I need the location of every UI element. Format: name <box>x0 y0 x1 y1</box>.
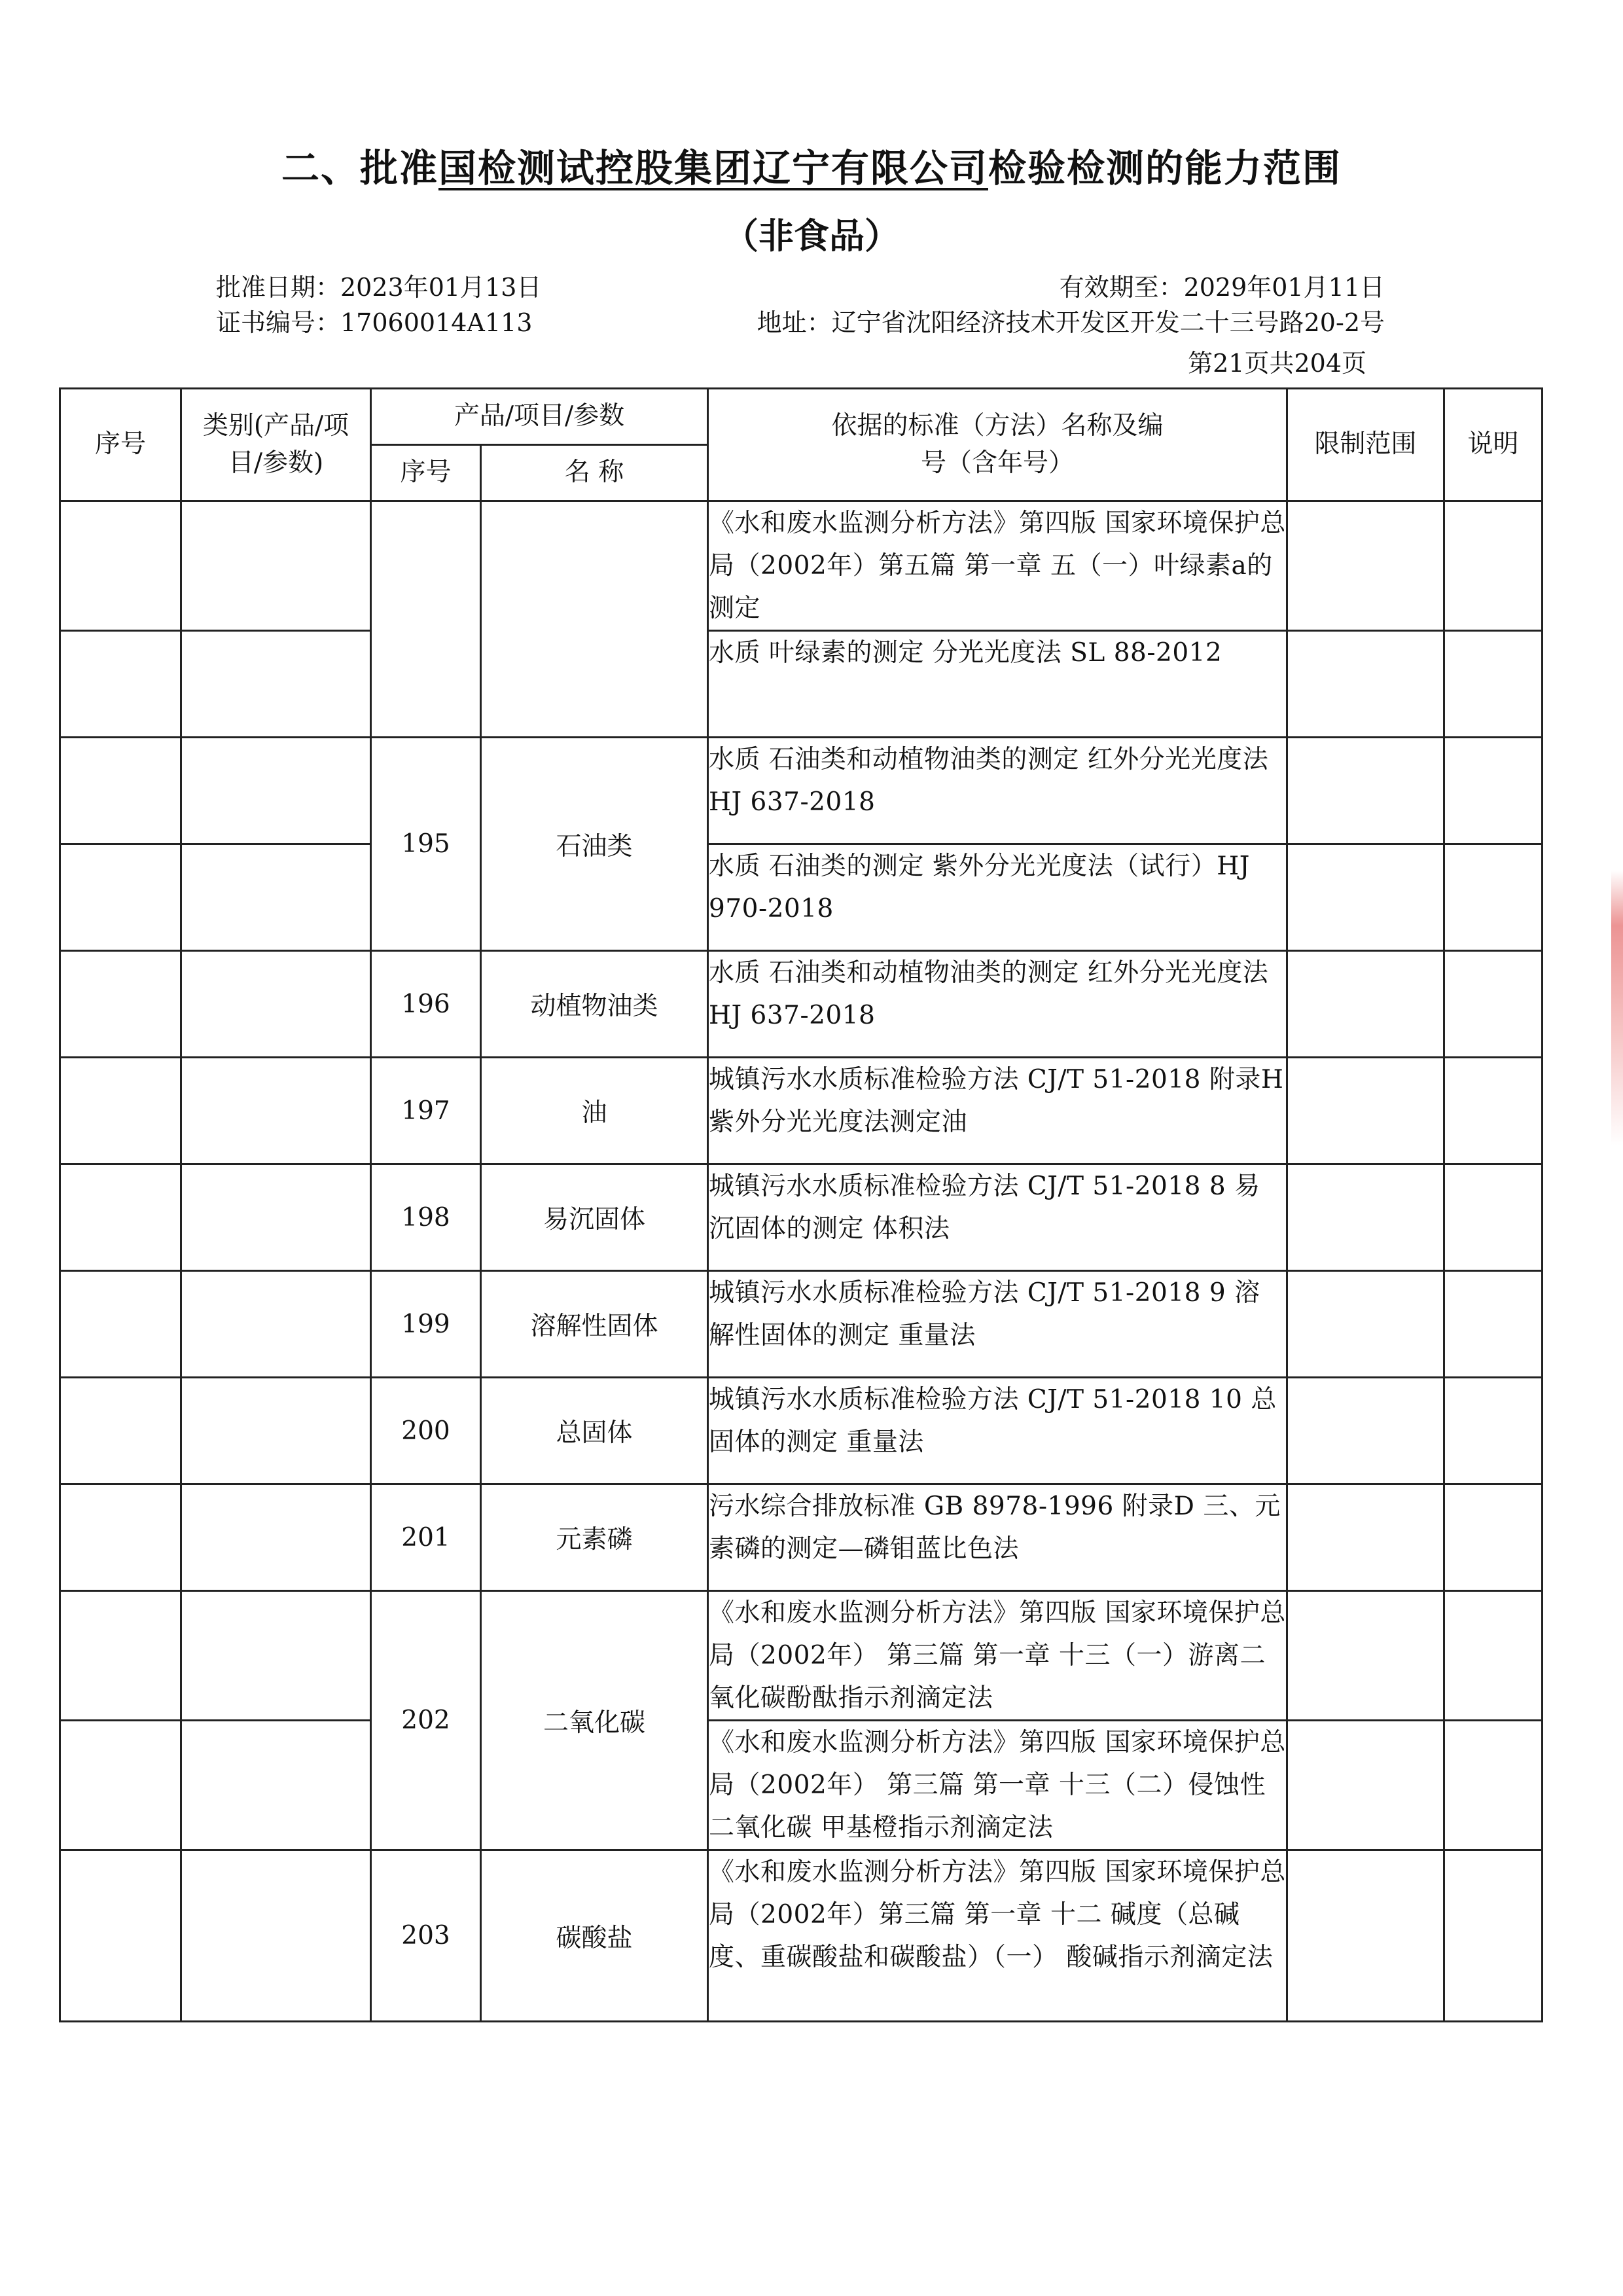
seq-cell <box>60 1850 181 2022</box>
item-name: 二氧化碳 <box>481 1591 708 1850</box>
limit-cell <box>1287 1164 1444 1271</box>
standard-cell: 城镇污水水质标准检验方法 CJ/T 51-2018 10 总固体的测定 重量法 <box>708 1378 1287 1484</box>
standard-cell: 《水和废水监测分析方法》第四版 国家环境保护总局（2002年）第三篇 第一章 十二 碱度（总碱度、重碳酸盐和碳酸盐）（一） 酸碱指示剂滴定法 <box>708 1850 1287 2022</box>
red-seal-mark <box>1611 870 1623 1145</box>
header-note: 说明 <box>1444 389 1543 501</box>
item-name: 动植物油类 <box>481 951 708 1058</box>
seq-cell <box>60 1591 181 1721</box>
category-cell <box>181 1058 371 1164</box>
header-item-seq: 序号 <box>371 445 481 501</box>
standard-cell: 城镇污水水质标准检验方法 CJ/T 51-2018 9 溶解性固体的测定 重量法 <box>708 1271 1287 1378</box>
category-cell <box>181 1591 371 1721</box>
table-row <box>60 1591 1543 1721</box>
seq-cell <box>60 1164 181 1271</box>
item-number: 195 <box>371 738 481 951</box>
category-cell <box>181 1721 371 1850</box>
standard-cell: 城镇污水水质标准检验方法 CJ/T 51-2018 8 易沉固体的测定 体积法 <box>708 1164 1287 1271</box>
limit-cell <box>1287 1850 1444 2022</box>
limit-cell <box>1287 738 1444 844</box>
item-name: 易沉固体 <box>481 1164 708 1271</box>
header-limit: 限制范围 <box>1287 389 1444 501</box>
table-row <box>60 1058 1543 1164</box>
item-number: 201 <box>371 1484 481 1591</box>
limit-cell <box>1287 1058 1444 1164</box>
seq-cell <box>60 951 181 1058</box>
header-seq: 序号 <box>60 389 181 501</box>
standard-cell: 《水和废水监测分析方法》第四版 国家环境保护总局（2002年） 第三篇 第一章 十三（一）游离二氧化碳酚酞指示剂滴定法 <box>708 1591 1287 1721</box>
category-cell <box>181 844 371 951</box>
table-row <box>60 738 1543 844</box>
standard-cell: 污水综合排放标准 GB 8978-1996 附录D 三、元素磷的测定—磷钼蓝比色法 <box>708 1484 1287 1591</box>
table-row <box>60 1378 1543 1484</box>
page-title <box>0 137 1623 192</box>
note-cell <box>1444 844 1543 951</box>
item-name: 溶解性固体 <box>481 1271 708 1378</box>
item-number: 203 <box>371 1850 481 2022</box>
item-name: 碳酸盐 <box>481 1850 708 2022</box>
standard-cell: 水质 石油类和动植物油类的测定 红外分光光度法 HJ 637-2018 <box>708 951 1287 1058</box>
item-name: 元素磷 <box>481 1484 708 1591</box>
category-cell <box>181 1164 371 1271</box>
seq-cell <box>60 1058 181 1164</box>
note-cell <box>1444 738 1543 844</box>
header-category: 类别(产品/项目/参数) <box>181 389 371 501</box>
note-cell <box>1444 1164 1543 1271</box>
header-product-group: 产品/项目/参数 <box>371 389 708 445</box>
item-number: 199 <box>371 1271 481 1378</box>
limit-cell <box>1287 631 1444 738</box>
standard-cell: 水质 石油类和动植物油类的测定 红外分光光度法 HJ 637-2018 <box>708 738 1287 844</box>
category-cell <box>181 631 371 738</box>
seq-cell <box>60 631 181 738</box>
note-cell <box>1444 1721 1543 1850</box>
seq-cell <box>60 738 181 844</box>
certificate-number: 证书编号：17060014A113 <box>216 308 533 337</box>
item-name: 总固体 <box>481 1378 708 1484</box>
limit-cell <box>1287 844 1444 951</box>
table-row <box>60 1850 1543 2022</box>
item-number: 200 <box>371 1378 481 1484</box>
scope-table <box>59 387 1543 2022</box>
item-number: 202 <box>371 1591 481 1850</box>
item-number: 197 <box>371 1058 481 1164</box>
category-cell <box>181 1850 371 2022</box>
page-info: 第21页共204页 <box>1188 349 1366 378</box>
limit-cell <box>1287 1378 1444 1484</box>
valid-until: 有效期至：2029年01月11日 <box>1059 273 1385 302</box>
header-item-name: 名 称 <box>481 445 708 501</box>
page-subtitle: （非食品） <box>723 215 900 257</box>
title-company: 国检测试控股集团辽宁有限公司 <box>438 146 988 190</box>
note-cell <box>1444 951 1543 1058</box>
note-cell <box>1444 1378 1543 1484</box>
table-row <box>60 631 1543 738</box>
seq-cell <box>60 1721 181 1850</box>
title-suffix: 检验检测的能力范围 <box>988 146 1342 190</box>
limit-cell <box>1287 1591 1444 1721</box>
standard-cell: 城镇污水水质标准检验方法 CJ/T 51-2018 附录H 紫外分光光度法测定油 <box>708 1058 1287 1164</box>
table-row <box>60 1484 1543 1591</box>
seq-cell <box>60 1271 181 1378</box>
limit-cell <box>1287 1271 1444 1378</box>
category-cell <box>181 501 371 631</box>
seq-cell <box>60 844 181 951</box>
note-cell <box>1444 1058 1543 1164</box>
table-row <box>60 1164 1543 1271</box>
note-cell <box>1444 1850 1543 2022</box>
category-cell <box>181 1484 371 1591</box>
category-cell <box>181 738 371 844</box>
seq-cell <box>60 501 181 631</box>
limit-cell <box>1287 1721 1444 1850</box>
category-cell <box>181 1271 371 1378</box>
limit-cell <box>1287 1484 1444 1591</box>
note-cell <box>1444 1591 1543 1721</box>
category-cell <box>181 1378 371 1484</box>
seq-cell <box>60 1378 181 1484</box>
note-cell <box>1444 501 1543 631</box>
item-number: 198 <box>371 1164 481 1271</box>
seq-cell <box>60 1484 181 1591</box>
address: 地址：辽宁省沈阳经济技术开发区开发二十三号路20-2号 <box>757 308 1385 337</box>
table-row <box>60 951 1543 1058</box>
standard-cell: 水质 石油类的测定 紫外分光光度法（试行）HJ 970-2018 <box>708 844 1287 951</box>
standard-cell: 《水和废水监测分析方法》第四版 国家环境保护总局（2002年）第五篇 第一章 五（一）叶绿素a的测定 <box>708 501 1287 631</box>
table-row <box>60 1271 1543 1378</box>
standard-cell: 《水和废水监测分析方法》第四版 国家环境保护总局（2002年） 第三篇 第一章 十三（二）侵蚀性二氧化碳 甲基橙指示剂滴定法 <box>708 1721 1287 1850</box>
item-name: 油 <box>481 1058 708 1164</box>
item-number <box>371 501 481 738</box>
title-prefix: 二、批准 <box>281 146 438 190</box>
item-name <box>481 501 708 738</box>
table-row <box>60 1721 1543 1850</box>
limit-cell <box>1287 501 1444 631</box>
item-name: 石油类 <box>481 738 708 951</box>
note-cell <box>1444 1271 1543 1378</box>
table-row <box>60 501 1543 631</box>
category-cell <box>181 951 371 1058</box>
header-standard: 依据的标准（方法）名称及编号（含年号） <box>708 389 1287 501</box>
note-cell <box>1444 1484 1543 1591</box>
item-number: 196 <box>371 951 481 1058</box>
limit-cell <box>1287 951 1444 1058</box>
approval-date: 批准日期：2023年01月13日 <box>216 273 542 302</box>
standard-cell: 水质 叶绿素的测定 分光光度法 SL 88-2012 <box>708 631 1287 738</box>
table-row <box>60 844 1543 951</box>
note-cell <box>1444 631 1543 738</box>
